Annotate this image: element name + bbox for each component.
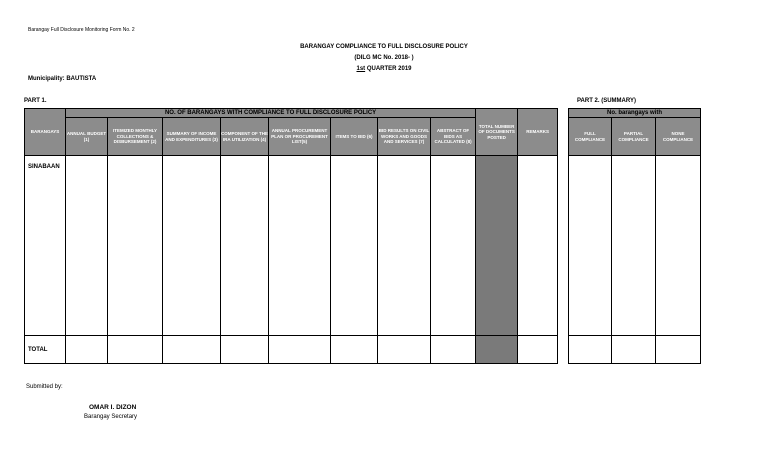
cell[interactable]	[331, 336, 378, 364]
cell[interactable]	[656, 156, 701, 336]
col-partial-compliance: PARTIAL COMPLIANCE	[612, 118, 656, 156]
col-full-compliance: FULL COMPLIANCE	[569, 118, 612, 156]
cell[interactable]	[518, 336, 558, 364]
cell[interactable]	[331, 156, 378, 336]
col-ira-utilization: COMPONENT OF THE IRA UTILIZATION (4)	[221, 118, 269, 156]
col-total-documents: TOTAL NUMBER OF DOCUMENTS POSTED	[476, 109, 518, 156]
cell[interactable]	[431, 336, 476, 364]
total-cell-shaded	[476, 156, 518, 336]
page-title: BARANGAY COMPLIANCE TO FULL DISCLOSURE POLICY	[300, 44, 468, 50]
col-none-compliance: NONE COMPLIANCE	[656, 118, 701, 156]
cell[interactable]	[378, 336, 431, 364]
municipality-label: Municipality: BAUTISTA	[28, 76, 97, 82]
page-subtitle: (DILG MC No. 2018- )	[354, 55, 414, 61]
signatory-name: OMAR I. DIZON	[89, 404, 137, 411]
part2-label: PART 2. (SUMMARY)	[577, 98, 636, 104]
col-itemized-collections: ITEMIZED MONTHLY COLLECTIONS & DISBURSEMENT (2)	[108, 118, 163, 156]
total-row	[569, 336, 701, 364]
table-row	[569, 156, 701, 336]
cell[interactable]	[108, 156, 163, 336]
cell[interactable]	[656, 336, 701, 364]
col-procurement-plan: ANNUAL PROCUREMENT PLAN OR PROCUREMENT LIST(5)	[269, 118, 331, 156]
col-remarks: REMARKS	[518, 109, 558, 156]
cell[interactable]	[163, 156, 221, 336]
cell[interactable]	[612, 156, 656, 336]
cell[interactable]	[431, 156, 476, 336]
cell[interactable]	[612, 336, 656, 364]
cell[interactable]	[66, 156, 108, 336]
cell[interactable]	[569, 156, 612, 336]
row-label-sinabaan: SINABAAN	[25, 156, 66, 336]
cell[interactable]	[221, 156, 269, 336]
cell[interactable]	[569, 336, 612, 364]
cell[interactable]	[269, 156, 331, 336]
part1-label: PART 1.	[24, 98, 47, 104]
form-label: Barangay Full Disclosure Monitoring Form No. 2	[28, 27, 135, 33]
part2-band-header: No. barangays with	[569, 109, 701, 118]
part1-band-header: NO. OF BARANGAYS WITH COMPLIANCE TO FULL DISCLOSURE POLICY	[66, 109, 476, 118]
col-bid-results: BID RESULTS ON CIVIL WORKS AND GOODS AND SERVICES (7)	[378, 118, 431, 156]
quarter-suffix: QUARTER 2019	[366, 66, 412, 72]
cell[interactable]	[518, 156, 558, 336]
cell[interactable]	[378, 156, 431, 336]
part2-table	[568, 108, 701, 364]
row-label-total: TOTAL	[25, 336, 66, 364]
col-annual-budget: ANNUAL BUDGET (1)	[66, 118, 108, 156]
total-row	[25, 336, 558, 364]
col-abstract-bids: ABSTRACT OF BIDS AS CALCULATED (8)	[431, 118, 476, 156]
cell[interactable]	[108, 336, 163, 364]
col-barangays: BARANGAYS	[25, 109, 66, 156]
part1-table	[24, 108, 558, 364]
cell[interactable]	[163, 336, 221, 364]
cell[interactable]	[221, 336, 269, 364]
table-row	[25, 156, 558, 336]
quarter-prefix: 1st	[356, 66, 366, 72]
col-summary-income: SUMMARY OF INCOME AND EXPENDITURES (3)	[163, 118, 221, 156]
signatory-title: Barangay Secretary	[84, 414, 138, 420]
total-cell-shaded	[476, 336, 518, 364]
cell[interactable]	[269, 336, 331, 364]
cell[interactable]	[66, 336, 108, 364]
submitted-by-label: Submitted by:	[26, 384, 63, 390]
quarter-label	[0, 66, 768, 72]
col-items-to-bid: ITEMS TO BID (6)	[331, 118, 378, 156]
